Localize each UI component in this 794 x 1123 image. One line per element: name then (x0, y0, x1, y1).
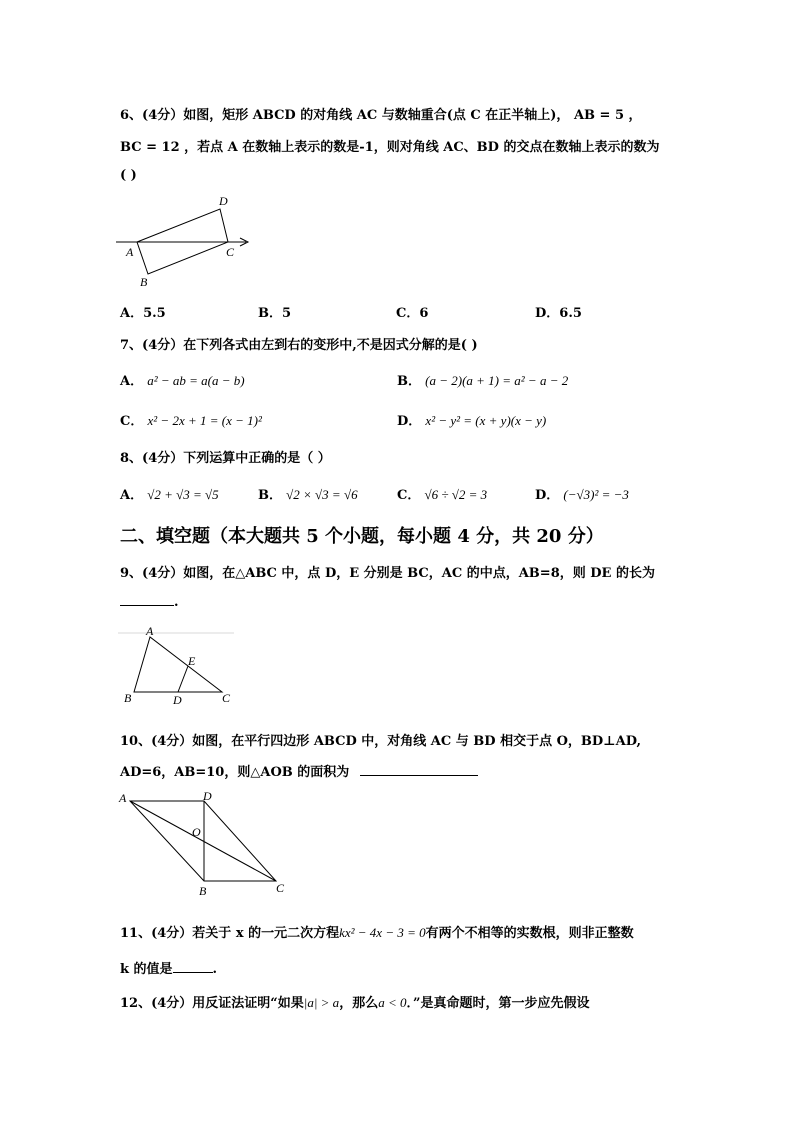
q10-line2 (120, 761, 478, 780)
q7-option-c-expr: x² − 2x + 1 = (x − 1)² (147, 413, 262, 428)
q7-option-b (397, 370, 568, 389)
q10-line1: 10、(4分）如图，在平行四边形 ABCD 中，对角线 AC 与 BD 相交于点 O，BD⊥AD, (120, 734, 642, 749)
q11-line2 (120, 958, 217, 977)
q11-line2-end: . (212, 962, 218, 977)
q9-label-B: B (124, 691, 132, 705)
q11-line1-b: 有两个不相等的实数根，则非正整数 (425, 926, 634, 941)
q9-label-C: C (222, 691, 231, 705)
q9-triangle-figure (118, 625, 238, 705)
q6-rectangle-figure (116, 193, 256, 288)
q8-option-b-expr: √2 × √3 = √6 (286, 487, 358, 502)
section-2-heading: 二、填空题（本大题共 5 个小题，每小题 4 分，共 20 分） (120, 526, 604, 547)
q6-label-B: B (140, 275, 148, 288)
q8-option-d-expr: (−√3)² = −3 (563, 487, 629, 502)
q8-option-d-label: D． (535, 488, 560, 503)
q6-option-b: B．5 (258, 306, 292, 321)
q9-answer-blank[interactable] (120, 593, 174, 606)
q6-label-A: A (126, 245, 134, 259)
q7-option-d-label: D． (397, 414, 422, 429)
q7-option-b-expr: (a − 2)(a + 1) = a² − a − 2 (425, 373, 569, 388)
q7-option-c (120, 410, 262, 429)
q10-label-O: O (192, 825, 201, 839)
q12-line1-a: 12、(4分）用反证法证明“如果 (120, 996, 304, 1011)
q8-option-a-label: A． (120, 488, 144, 503)
q6-option-d: D．6.5 (535, 306, 582, 321)
q7-option-a-label: A． (120, 374, 144, 389)
q6-line1: 6、(4分）如图，矩形 ABCD 的对角线 AC 与数轴重合(点 C 在正半轴上)， AB = 5 ， (120, 108, 642, 123)
q10-label-D: D (203, 789, 212, 803)
q6-label-C: C (226, 245, 235, 259)
q7-option-d-expr: x² − y² = (x + y)(x − y) (425, 413, 547, 428)
q6-line2: BC = 12 ，若点 A 在数轴上表示的数是-1，则对角线 AC、BD 的交点在数轴上表示的数为 (120, 140, 660, 155)
q10-label-A: A (119, 791, 127, 805)
q9-line2-end: . (174, 595, 179, 610)
q8-option-b-label: B． (258, 488, 282, 503)
q11-line1-a: 11、(4分）若关于 x 的一元二次方程 (120, 926, 340, 941)
q9-label-E: E (188, 654, 196, 668)
q7-option-b-label: B． (397, 374, 421, 389)
q12-conclusion: a < 0 (378, 995, 407, 1010)
q6-label-D: D (219, 194, 228, 208)
q7-stem: 7、(4分）在下列各式由左到右的变形中,不是因式分解的是( ) (120, 338, 478, 353)
q11-line1 (120, 922, 634, 941)
q6-paren: ( ) (120, 168, 137, 183)
q9-label-D: D (173, 693, 182, 705)
q9-line1: 9、(4分）如图，在△ABC 中，点 D，E 分别是 BC，AC 的中点，AB=8，则 DE 的长为 (120, 566, 655, 581)
q8-option-a-expr: √2 + √3 = √5 (147, 487, 219, 502)
q8-option-a (120, 484, 219, 503)
q12-line1-c: ．”是真命题时，第一步应先假设 (406, 996, 590, 1011)
q8-option-b (258, 484, 358, 503)
q11-equation: kx² − 4x − 3 = 0 (339, 925, 426, 940)
q12-condition: |a| > a (303, 995, 340, 1010)
q12-line1-b: ，那么 (339, 996, 379, 1011)
q8-stem: 8、(4分）下列运算中正确的是（ ） (120, 451, 331, 466)
q7-option-a-expr: a² − ab = a(a − b) (147, 373, 245, 388)
q10-line2-text: AD=6，AB=10，则△AOB 的面积为 (120, 765, 350, 780)
q12-line1 (120, 992, 589, 1011)
q9-line2 (120, 593, 179, 610)
q8-option-c-expr: √6 ÷ √2 = 3 (424, 487, 488, 502)
q7-option-a (120, 370, 245, 389)
q6-option-c: C．6 (396, 306, 429, 321)
q11-line2-text: k 的值是 (120, 962, 173, 977)
q8-option-d (535, 484, 629, 503)
q10-label-C: C (276, 881, 285, 895)
q10-label-B: B (199, 884, 207, 898)
q8-option-c-label: C． (397, 488, 421, 503)
q9-label-A: A (146, 625, 154, 638)
q10-answer-blank[interactable] (360, 763, 478, 776)
q11-answer-blank[interactable] (173, 960, 213, 973)
q7-option-d (397, 410, 546, 429)
q7-option-c-label: C． (120, 414, 144, 429)
q6-option-a: A．5.5 (120, 306, 166, 321)
q8-option-c (397, 484, 487, 503)
q10-parallelogram-figure (116, 788, 296, 900)
